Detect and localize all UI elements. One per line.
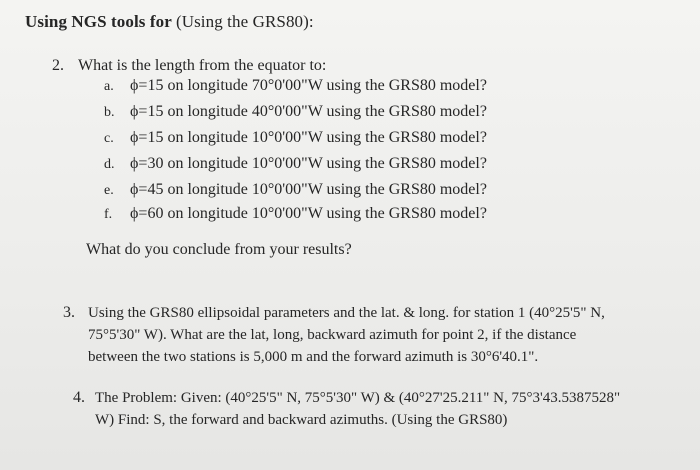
item-text: ϕ=30 on longitude 10°0'00"W using the GRS80 model? <box>130 155 487 172</box>
question-line: The Problem: Given: (40°25'5" N, 75°5'30" W) & (40°27'25.211" N, 75°3'43.5387528" <box>95 390 621 406</box>
item-text: ϕ=15 on longitude 10°0'00"W using the GRS80 model? <box>130 129 487 146</box>
item-text: ϕ=60 on longitude 10°0'00"W using the GRS80 model? <box>130 205 487 222</box>
list-item <box>104 129 487 147</box>
list-item <box>104 103 487 121</box>
heading-bold: Using NGS tools for <box>25 12 172 31</box>
item-text: ϕ=15 on longitude 40°0'00"W using the GRS80 model? <box>130 103 487 120</box>
question-line: W) Find: S, the forward and backward azimuths. (Using the GRS80) <box>95 412 508 428</box>
question-text: What is the length from the equator to: <box>78 57 327 74</box>
question-number: 3. <box>63 304 75 321</box>
item-text: ϕ=45 on longitude 10°0'00"W using the GRS80 model? <box>130 181 487 198</box>
question-line: 75°5'30" W). What are the lat, long, backward azimuth for point 2, if the distance <box>88 327 577 343</box>
follow-up-question: What do you conclude from your results? <box>86 241 352 258</box>
list-item <box>104 155 487 173</box>
heading-rest: (Using the GRS80): <box>175 12 314 31</box>
item-label: a. <box>104 79 114 94</box>
item-label: f. <box>104 207 113 222</box>
page-heading <box>25 12 314 32</box>
question-line: between the two stations is 5,000 m and the forward azimuth is 30°6'40.1". <box>88 349 539 365</box>
list-item <box>104 205 487 223</box>
item-label: c. <box>104 131 114 146</box>
question-number: 2. <box>52 57 64 74</box>
item-label: b. <box>104 105 115 120</box>
item-text: ϕ=15 on longitude 70°0'00"W using the GRS80 model? <box>130 77 487 94</box>
question-number: 4. <box>73 389 85 406</box>
list-item <box>104 181 487 199</box>
item-label: e. <box>104 183 114 198</box>
item-label: d. <box>104 157 115 172</box>
list-item <box>104 77 487 95</box>
question-line: Using the GRS80 ellipsoidal parameters and the lat. & long. for station 1 (40°25'5" N, <box>88 305 605 321</box>
